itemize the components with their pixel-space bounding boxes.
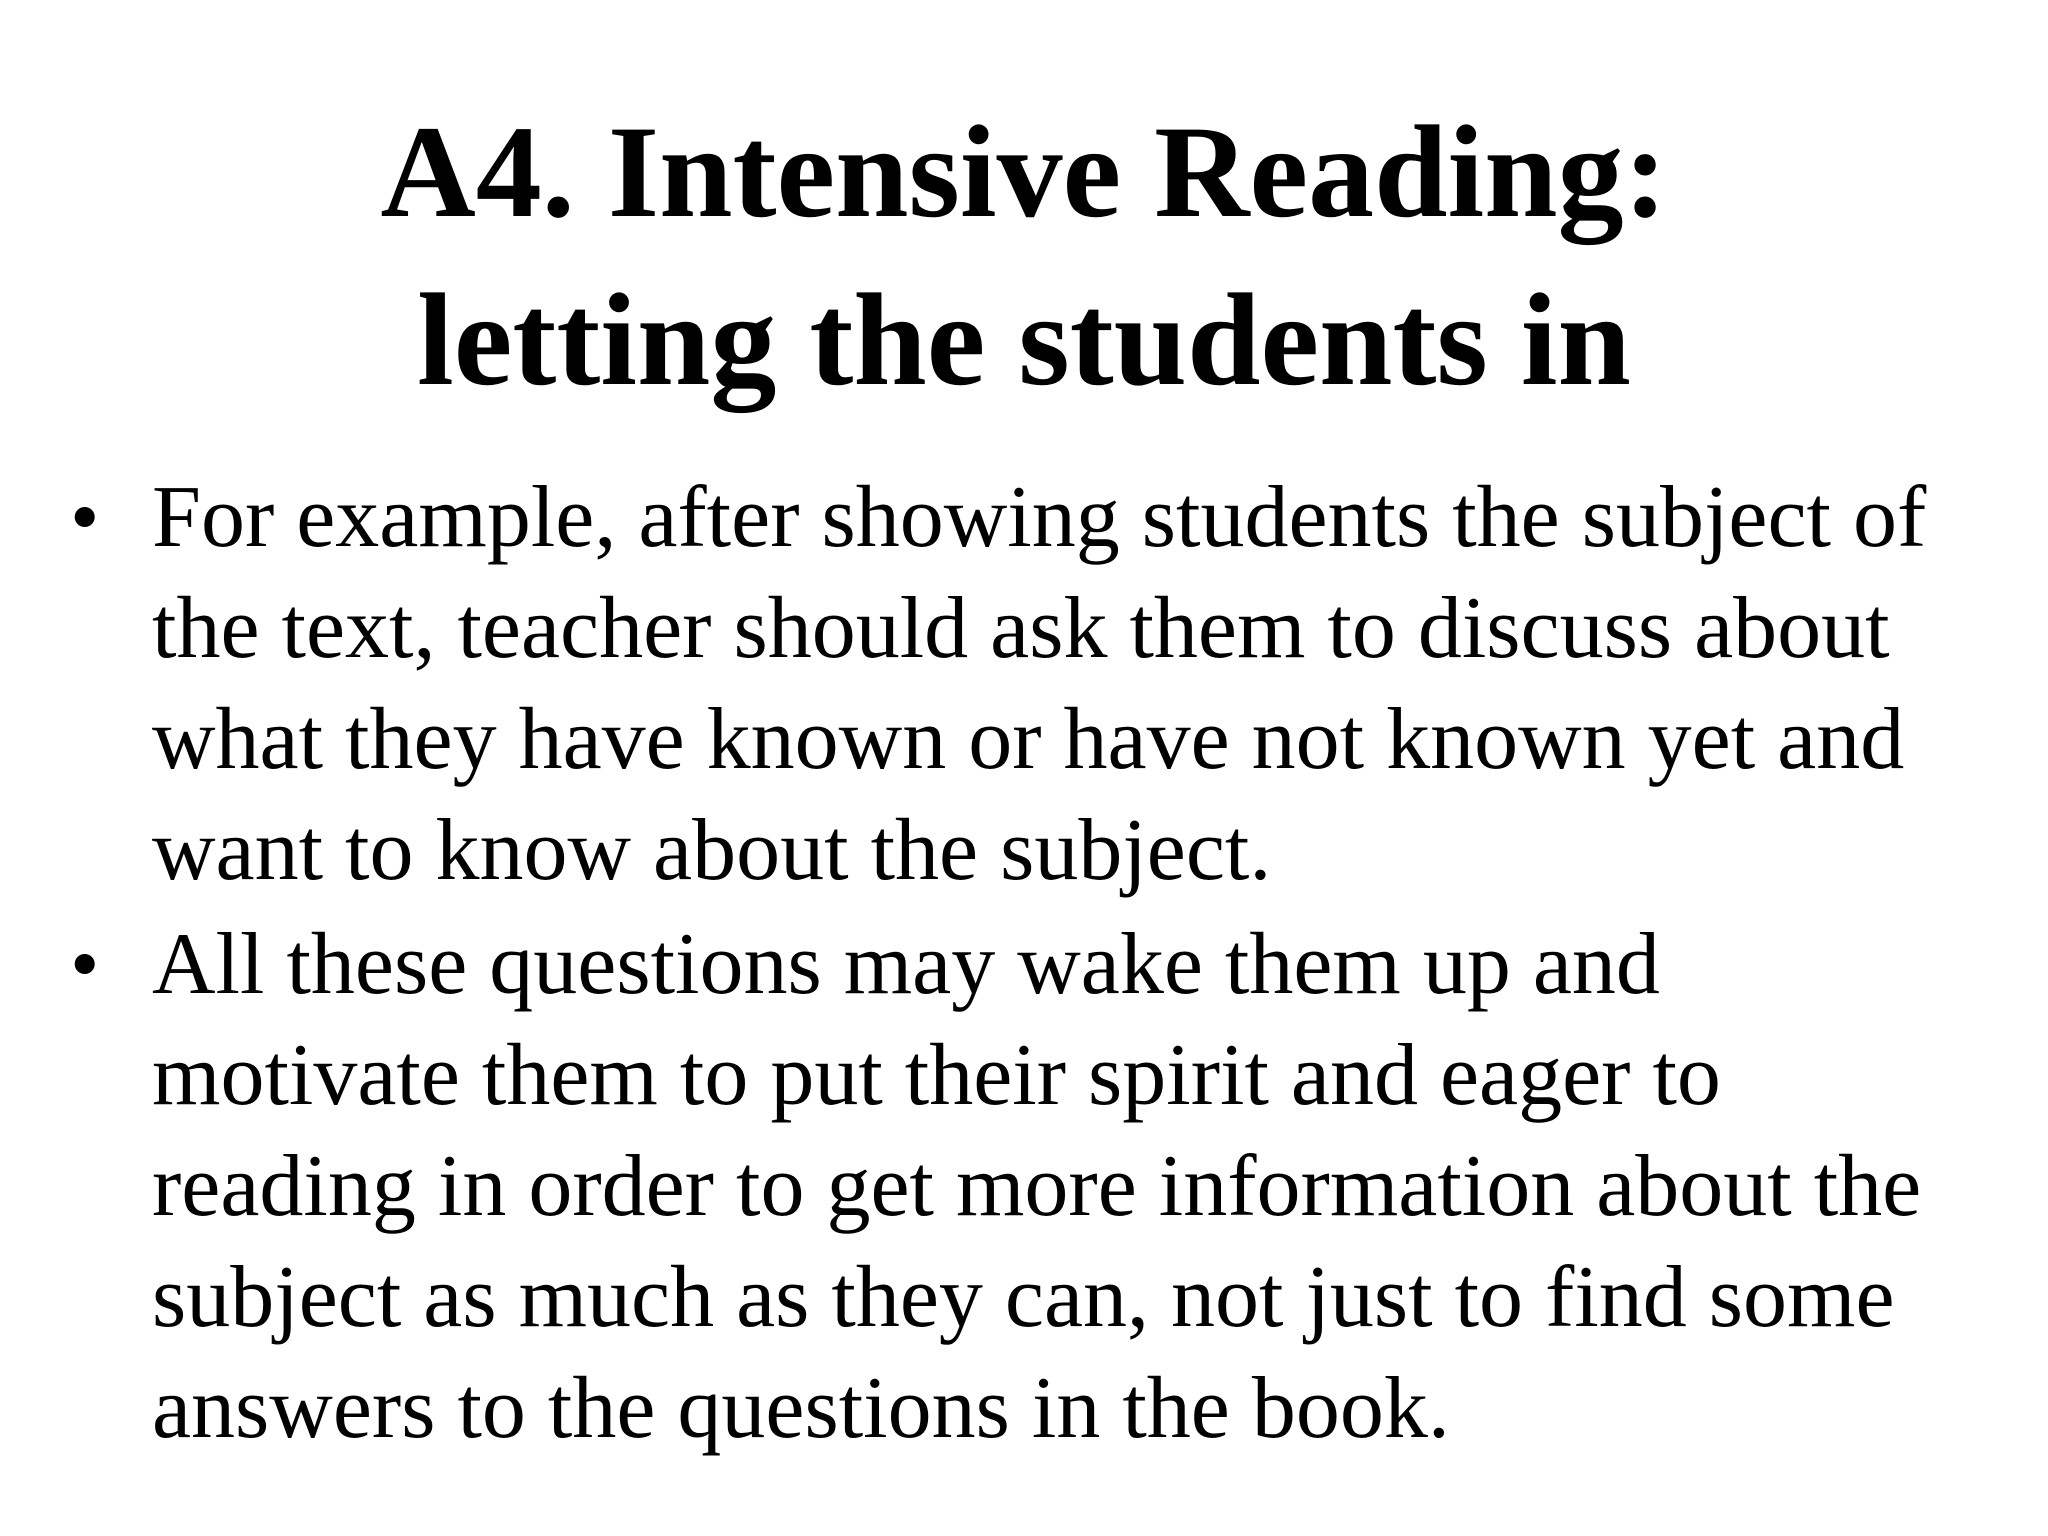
bullet-2-line-2: motivate them to put their spirit and eager to (152, 1027, 1721, 1124)
bullet-2-line-5: answers to the questions in the book. (152, 1360, 1450, 1457)
title-line-1: A4. Intensive Reading: (380, 98, 1668, 245)
bullet-1-line-4: want to know about the subject. (152, 802, 1272, 899)
bullet-item-1 (0, 462, 2048, 906)
bullet-dot-icon: • (70, 471, 100, 564)
bullet-1-line-1: For example, after showing students the subject of (152, 469, 1927, 566)
slide-title (0, 88, 2048, 424)
bullet-list (0, 462, 2048, 1467)
bullet-item-2 (0, 909, 2048, 1464)
bullet-text-1 (0, 462, 2048, 906)
bullet-1-line-2: the text, teacher should ask them to discuss about (152, 580, 1890, 677)
bullet-1-line-3: what they have known or have not known yet and (152, 691, 1905, 788)
bullet-dot-icon: • (70, 918, 100, 1011)
bullet-2-line-4: subject as much as they can, not just to find some (152, 1249, 1895, 1346)
bullet-2-line-1: All these questions may wake them up and (152, 916, 1660, 1013)
bullet-2-line-3: reading in order to get more information about the (152, 1138, 1922, 1235)
bullet-text-2 (0, 909, 2048, 1464)
title-line-2: letting the students in (417, 266, 1631, 413)
